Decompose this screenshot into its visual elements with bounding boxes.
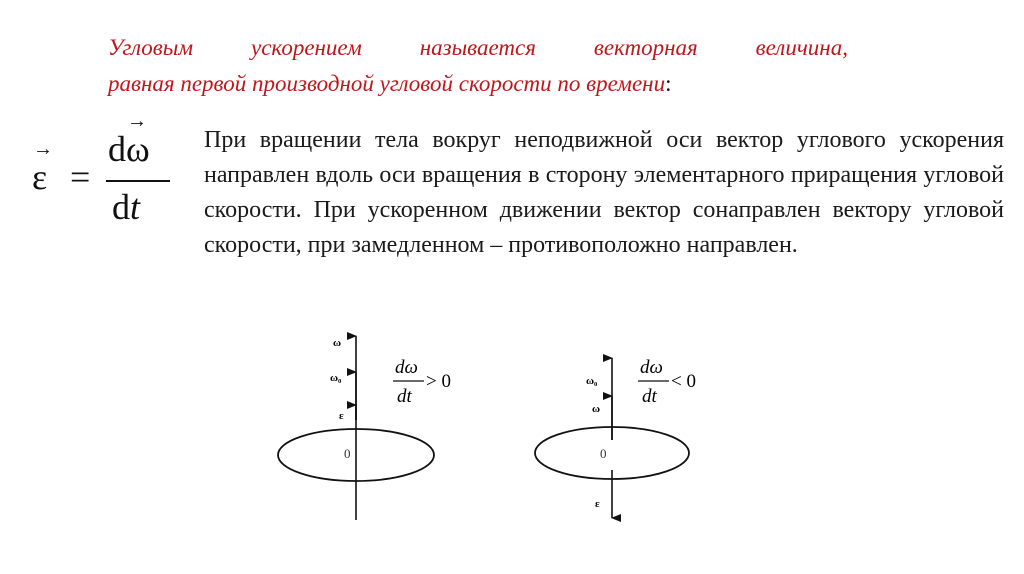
center-label-left: 0	[344, 446, 351, 461]
definition-word: векторная	[593, 35, 698, 60]
relation-right: < 0	[671, 371, 696, 392]
label-omega0-right: ω₀	[586, 375, 598, 387]
diagram-decelerated	[535, 357, 696, 518]
definition-colon: :	[665, 71, 672, 96]
definition-line-2-text: равная первой производной угловой скорости по времени	[108, 71, 666, 96]
rotation-ellipse-right	[535, 427, 689, 479]
formula-denominator	[112, 186, 140, 228]
numerator-d: d	[108, 129, 126, 169]
label-omega-left: ω	[333, 337, 342, 349]
label-epsilon-left: ε	[339, 410, 344, 422]
relation-left: > 0	[426, 371, 451, 392]
omega-vector-symbol: → ω	[126, 128, 150, 170]
rotation-ellipse-left	[278, 429, 434, 481]
definition-word: Угловым	[108, 35, 194, 60]
label-omega-right: ω	[592, 403, 601, 415]
diagram-accelerated	[278, 336, 451, 520]
label-omega0-left: ω₀	[330, 372, 342, 384]
center-label-right: 0	[600, 446, 607, 461]
definition-word: называется	[419, 35, 536, 60]
fraction-den-right: dt	[642, 386, 657, 407]
denominator-d: d	[112, 187, 130, 227]
fraction-den-left: dt	[397, 386, 412, 407]
fraction-bar	[106, 180, 170, 182]
angular-acceleration-formula	[18, 128, 188, 238]
definition-line-1	[108, 30, 848, 66]
denominator-t: t	[130, 187, 141, 227]
equals-sign: =	[70, 157, 91, 197]
definition-line-2	[108, 66, 848, 102]
definition-word: величина,	[755, 35, 848, 60]
label-epsilon-right: ε	[595, 498, 600, 510]
definition-text	[108, 30, 848, 102]
fraction-num-right: dω	[640, 357, 663, 378]
explanation-paragraph: При вращении тела вокруг неподвижной оси вектор углового ускорения направлен вдоль оси вращения в сторону элементарного приращения угловой скорости. При ускоренном движении вектор сонаправлен вектору угловой скорости, при замедленном – противоположно направлен.	[204, 127, 1004, 258]
definition-word: ускорением	[251, 35, 362, 60]
fraction-num-left: dω	[395, 357, 418, 378]
formula-numerator	[108, 128, 150, 170]
explanation-text	[204, 123, 1004, 263]
epsilon-vector-symbol: → ε	[32, 156, 47, 198]
